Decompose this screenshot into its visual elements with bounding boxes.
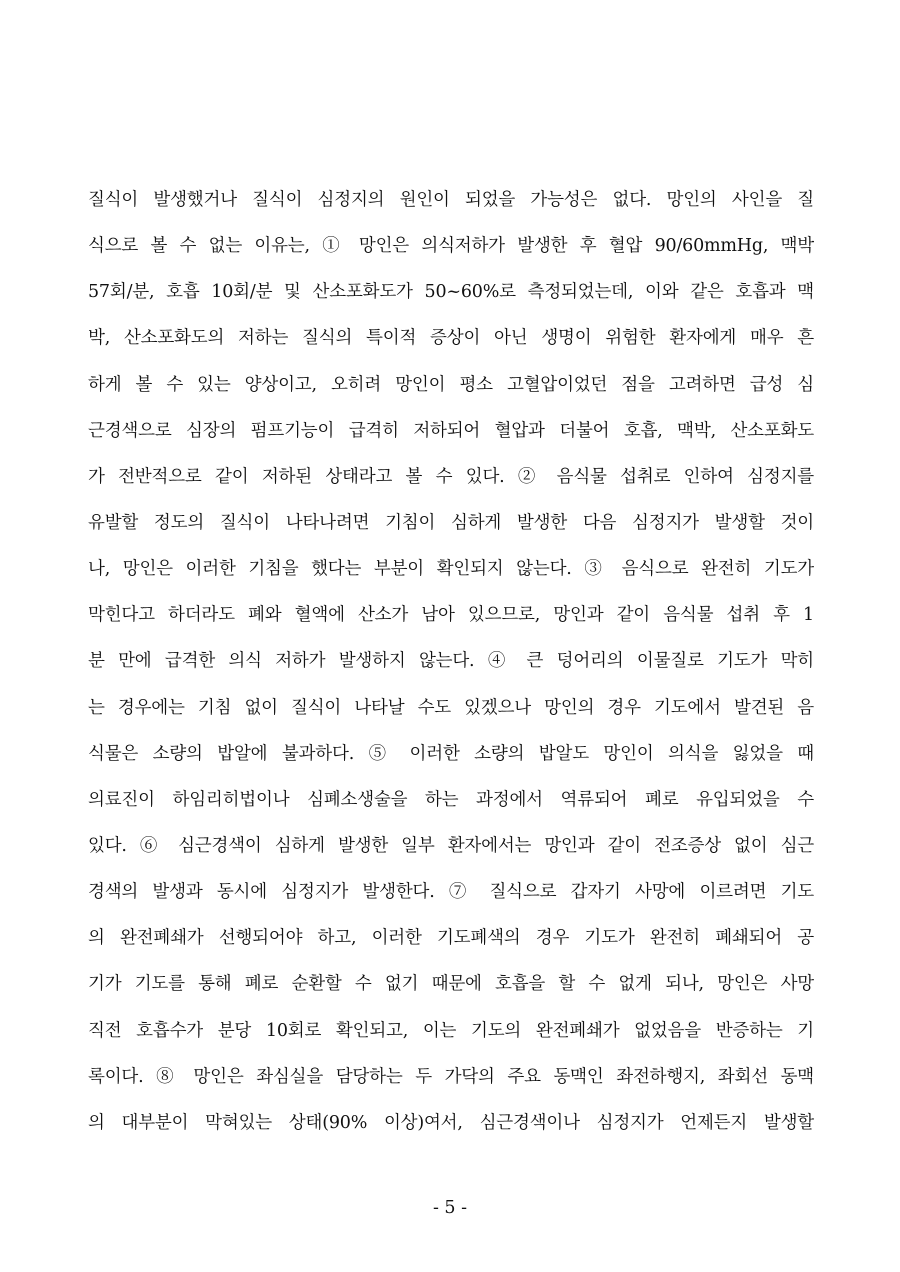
text-line: 경색의 발생과 동시에 심정지가 발생한다. ⑦ 질식으로 갑자기 사망에 이르려면 기도 — [88, 882, 814, 903]
text-line: 가 전반적으로 같이 저하된 상태라고 볼 수 있다. ② 음식물 섭취로 인하여 심정지를 — [88, 466, 814, 487]
text-line: 는 경우에는 기침 없이 질식이 나타날 수도 있겠으나 망인의 경우 기도에서 발견된 음 — [88, 697, 814, 718]
text-line: 직전 호흡수가 분당 10회로 확인되고, 이는 기도의 완전폐쇄가 없었음을 반증하는 기 — [88, 1020, 814, 1041]
text-line: 박, 산소포화도의 저하는 질식의 특이적 증상이 아닌 생명이 위험한 환자에게 매우 흔 — [88, 328, 814, 349]
text-line: 분 만에 급격한 의식 저하가 발생하지 않는다. ④ 큰 덩어리의 이물질로 기도가 막히 — [88, 651, 814, 672]
text-line: 하게 볼 수 있는 양상이고, 오히려 망인이 평소 고혈압이었던 점을 고려하면 급성 심 — [88, 374, 814, 395]
text-line: 나, 망인은 이러한 기침을 했다는 부분이 확인되지 않는다. ③ 음식으로 완전히 기도가 — [88, 559, 814, 580]
text-line: 57회/분, 호흡 10회/분 및 산소포화도가 50~60%로 측정되었는데, 이와 같은 호흡과 맥 — [88, 282, 814, 303]
page-number: - 5 - — [432, 1198, 468, 1218]
text-line: 식으로 볼 수 없는 이유는, ① 망인은 의식저하가 발생한 후 혈압 90/60mmHg, 맥박 — [88, 236, 814, 257]
text-line: 의 대부분이 막혀있는 상태(90% 이상)여서, 심근경색이나 심정지가 언제든지 발생할 — [88, 1112, 814, 1133]
text-line: 근경색으로 심장의 펌프기능이 급격히 저하되어 혈압과 더불어 호흡, 맥박, 산소포화도 — [88, 420, 814, 441]
text-line: 식물은 소량의 밥알에 불과하다. ⑤ 이러한 소량의 밥알도 망인이 의식을 잃었을 때 — [88, 743, 814, 764]
body-text — [88, 188, 814, 1157]
text-line: 록이다. ⑧ 망인은 좌심실을 담당하는 두 가닥의 주요 동맥인 좌전하행지, 좌회선 동맥 — [88, 1066, 814, 1087]
text-line: 있다. ⑥ 심근경색이 심하게 발생한 일부 환자에서는 망인과 같이 전조증상 없이 심근 — [88, 835, 814, 856]
text-line: 의료진이 하임리히법이나 심폐소생술을 하는 과정에서 역류되어 폐로 유입되었을 수 — [88, 789, 814, 810]
text-line: 막힌다고 하더라도 폐와 혈액에 산소가 남아 있으므로, 망인과 같이 음식물 섭취 후 1 — [88, 605, 814, 626]
text-line: 유발할 정도의 질식이 나타나려면 기침이 심하게 발생한 다음 심정지가 발생할 것이 — [88, 512, 814, 533]
text-line: 의 완전폐쇄가 선행되어야 하고, 이러한 기도폐색의 경우 기도가 완전히 폐쇄되어 공 — [88, 928, 814, 949]
text-line: 질식이 발생했거나 질식이 심정지의 원인이 되었을 가능성은 없다. 망인의 사인을 질 — [88, 190, 814, 210]
text-line: 기가 기도를 통해 폐로 순환할 수 없기 때문에 호흡을 할 수 없게 되나, 망인은 사망 — [88, 974, 814, 995]
